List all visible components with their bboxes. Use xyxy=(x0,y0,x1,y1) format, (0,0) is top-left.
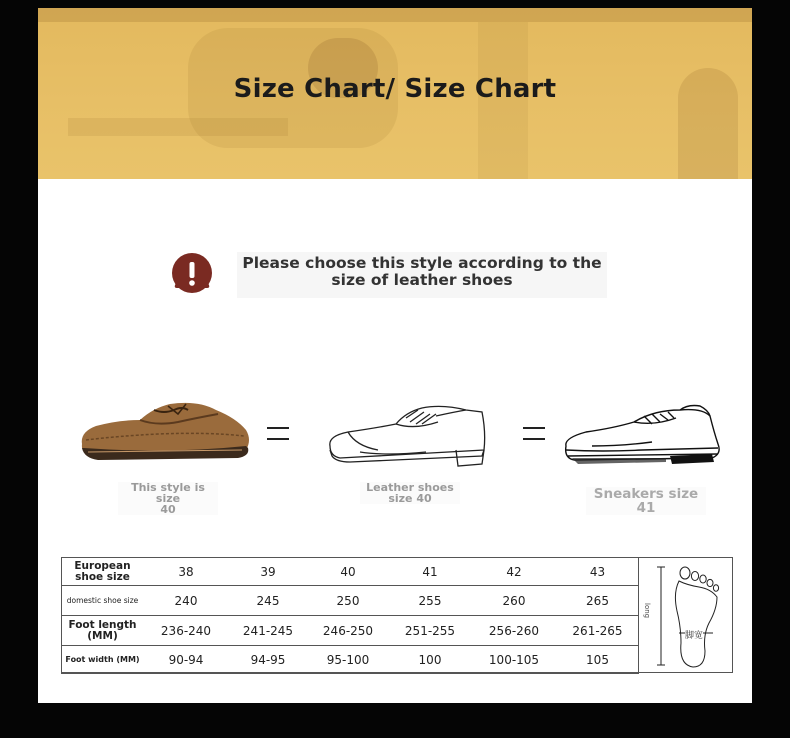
table-row xyxy=(61,616,639,646)
length-label: long xyxy=(643,603,651,619)
foot-outline-icon xyxy=(639,557,734,673)
table-cell: 251-255 xyxy=(388,616,472,646)
table-cell: 250 xyxy=(308,586,388,616)
row-header: domestic shoe size xyxy=(61,586,144,616)
table-cell: 240 xyxy=(144,586,228,616)
row-header: European shoe size xyxy=(61,558,144,586)
size-chart-sheet xyxy=(38,8,752,703)
notice-line-1: Please choose this style according to the xyxy=(242,254,602,272)
table-cell: 100-105 xyxy=(472,646,556,674)
sneaker-image xyxy=(562,402,726,474)
table-cell: 100 xyxy=(388,646,472,674)
equals-sign-2 xyxy=(523,427,545,440)
table-row xyxy=(61,586,639,616)
table-cell: 246-250 xyxy=(308,616,388,646)
width-label: 脚宽 xyxy=(685,628,703,641)
table-row xyxy=(61,558,639,586)
banner xyxy=(38,8,752,179)
table-cell: 256-260 xyxy=(472,616,556,646)
this-style-caption: This style is size 40 xyxy=(118,482,218,515)
table-cell: 95-100 xyxy=(308,646,388,674)
table-cell: 255 xyxy=(388,586,472,616)
banner-title: Size Chart/ Size Chart xyxy=(233,74,557,104)
notice xyxy=(237,252,607,298)
warning-icon xyxy=(171,252,213,294)
table-cell: 90-94 xyxy=(144,646,228,674)
table-cell: 42 xyxy=(472,558,556,586)
table-cell: 105 xyxy=(556,646,639,674)
foot-diagram xyxy=(638,557,733,673)
table-cell: 43 xyxy=(556,558,639,586)
table-row xyxy=(61,646,639,674)
table-cell: 41 xyxy=(388,558,472,586)
table-cell: 40 xyxy=(308,558,388,586)
table-cell: 38 xyxy=(144,558,228,586)
table-cell: 260 xyxy=(472,586,556,616)
table-cell: 265 xyxy=(556,586,639,616)
this-style-shoe-image xyxy=(78,396,254,466)
table-cell: 261-265 xyxy=(556,616,639,646)
table-cell: 245 xyxy=(228,586,308,616)
table-cell: 236-240 xyxy=(144,616,228,646)
leather-caption: Leather shoes size 40 xyxy=(360,482,460,504)
size-table xyxy=(61,557,639,674)
table-cell: 39 xyxy=(228,558,308,586)
equals-sign-1 xyxy=(267,427,289,440)
table-cell: 241-245 xyxy=(228,616,308,646)
row-header: Foot width (MM) xyxy=(61,646,144,674)
notice-line-2: size of leather shoes xyxy=(331,271,513,289)
table-cell: 94-95 xyxy=(228,646,308,674)
leather-shoe-image xyxy=(326,402,490,472)
sneakers-caption: Sneakers size 41 xyxy=(586,487,706,515)
row-header: Foot length (MM) xyxy=(61,616,144,646)
